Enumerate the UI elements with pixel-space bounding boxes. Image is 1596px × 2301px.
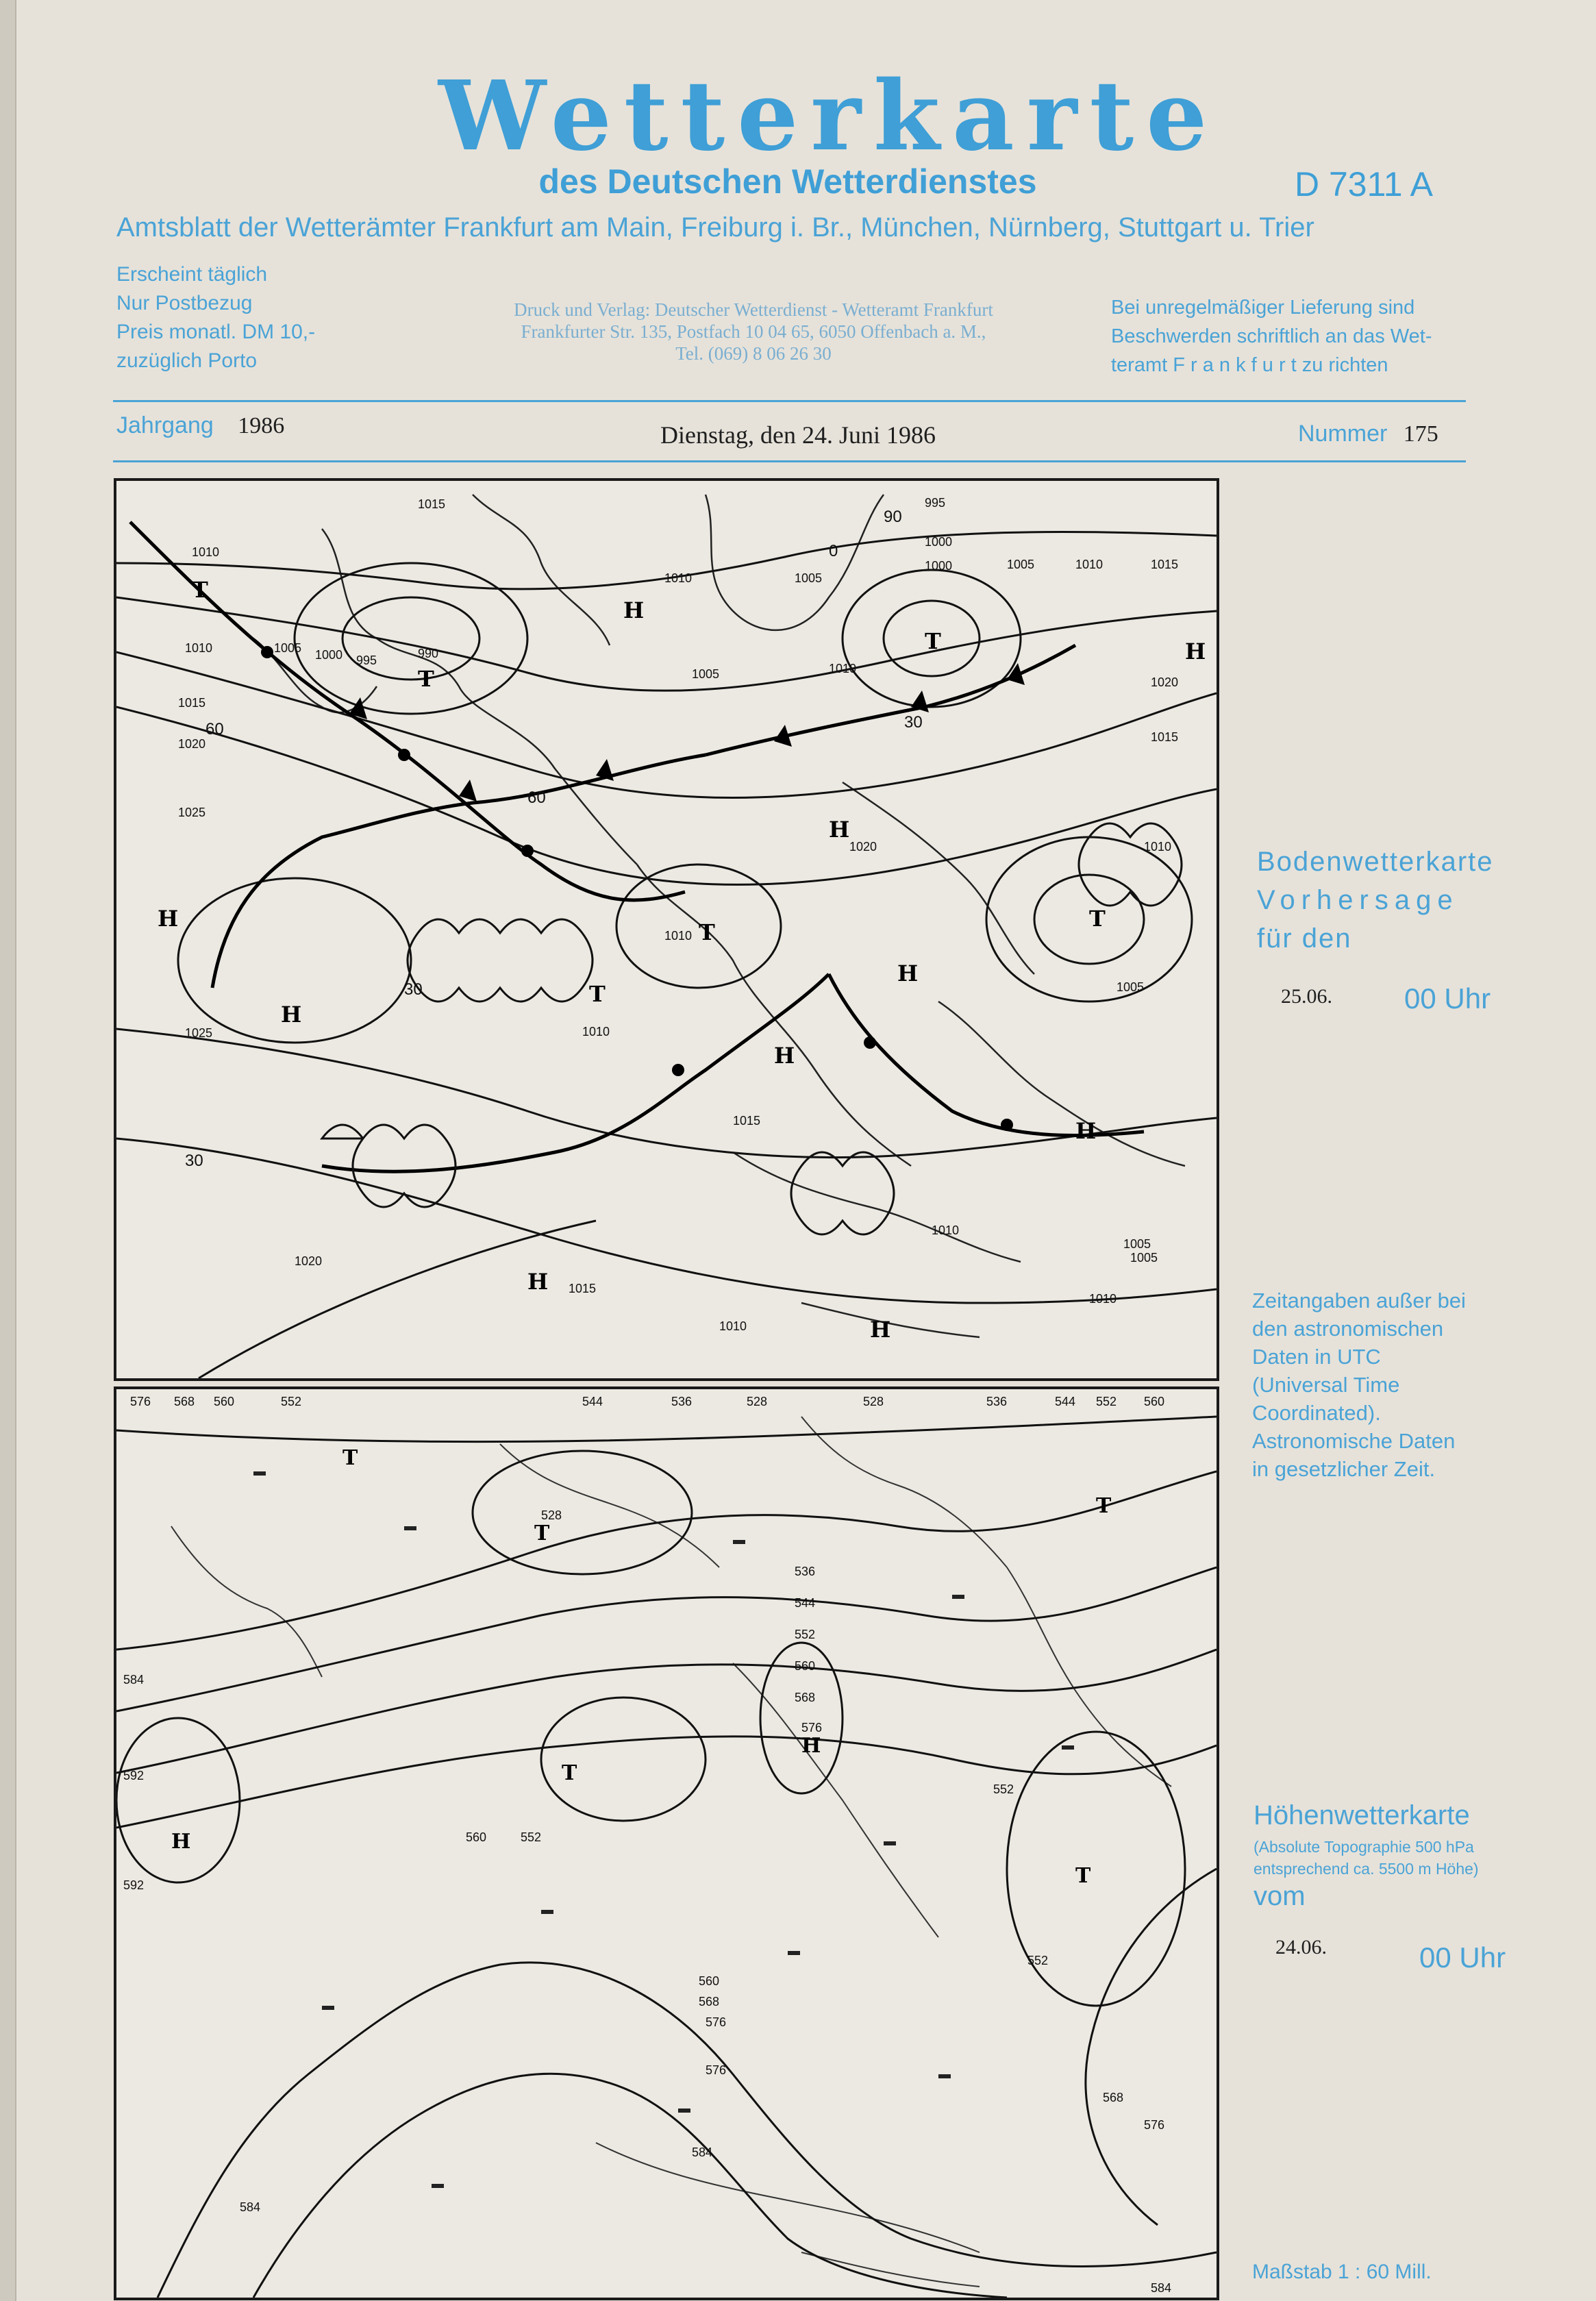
contour-label: 552 (795, 1628, 816, 1641)
isobar-label: 1010 (664, 571, 693, 585)
grid-label: 30 (904, 713, 923, 732)
high-pressure-label: H (1185, 638, 1206, 664)
isobar-label: 1000 (925, 559, 953, 573)
contour-label: 536 (671, 1395, 693, 1408)
isobar-label: 1010 (664, 929, 693, 943)
contour-label: 552 (1027, 1954, 1049, 1967)
high-pressure-label: H (527, 1269, 549, 1295)
isobar-label: 1010 (1089, 1292, 1117, 1306)
time-note-line: in gesetzlicher Zeit. (1252, 1457, 1436, 1481)
subscription-info (116, 260, 315, 375)
low-pressure-label: T (192, 577, 208, 603)
isobar-label: 1000 (925, 535, 953, 549)
high-pressure-label: H (897, 960, 919, 986)
high-pressure-label: H (623, 597, 645, 623)
contour-label: 560 (214, 1395, 235, 1408)
contour-label: 568 (174, 1395, 195, 1408)
map-scale: Maßstab 1 : 60 Mill. (1252, 2261, 1432, 2283)
isobar-label: 1005 (795, 571, 823, 585)
contour-label: 568 (795, 1691, 816, 1704)
time-note-line: Zeitangaben außer bei (1252, 1289, 1466, 1313)
number-label: Nummer (1298, 421, 1388, 447)
contour-label: 528 (863, 1395, 884, 1408)
isobar-label: 1015 (178, 696, 206, 710)
isobar-label: 1015 (569, 1282, 597, 1295)
isobar-label: 1010 (719, 1319, 747, 1333)
contour-label: 576 (706, 2063, 727, 2077)
number-value: 175 (1403, 421, 1438, 447)
upper-map-note (1254, 1836, 1479, 1880)
isobar-label: 1015 (733, 1114, 761, 1128)
header-rule-bottom (113, 460, 1466, 462)
isobar-label: 1010 (829, 662, 857, 675)
isobar-label: 1010 (1144, 840, 1172, 854)
complaint-line: teramt F r a n k f u r t zu richten (1111, 354, 1388, 376)
isobar-label: 1015 (1151, 558, 1179, 571)
time-note-line: Daten in UTC (1252, 1345, 1381, 1369)
newspaper-title: Wetterkarte (438, 60, 1220, 173)
contour-label: 568 (699, 1995, 720, 2008)
upper-map-drawing (116, 1389, 1217, 2298)
contour-label: 536 (986, 1395, 1008, 1408)
time-note-line: Astronomische Daten (1252, 1429, 1456, 1453)
isobar-label: 1015 (418, 497, 446, 511)
issue-date: Dienstag, den 24. Juni 1986 (660, 421, 936, 449)
low-pressure-label: T (1089, 906, 1106, 932)
contour-label: 576 (706, 2015, 727, 2029)
low-pressure-label: T (925, 628, 941, 654)
complaint-line: Beschwerden schriftlich an das Wet- (1111, 325, 1432, 347)
contour-label: 584 (1151, 2281, 1172, 2295)
contour-label: 544 (1055, 1395, 1076, 1408)
isobar-label: 1010 (932, 1223, 960, 1237)
isobar-label: 1020 (1151, 675, 1179, 689)
surface-map-for: für den (1257, 923, 1352, 954)
isobar-label: 1020 (849, 840, 877, 854)
isobar-label: 1000 (315, 648, 343, 662)
contour-label: 560 (1144, 1395, 1165, 1408)
isobar-label: 1010 (582, 1025, 610, 1038)
high-pressure-label: H (281, 1002, 302, 1028)
isobar-label: 1010 (1075, 558, 1104, 571)
subscription-line: zuzüglich Porto (116, 349, 258, 372)
upper-map-vom: vom (1254, 1881, 1306, 1911)
contour-label: 544 (582, 1395, 603, 1408)
high-pressure-label: H (158, 906, 179, 932)
high-pressure-label: H (1075, 1118, 1097, 1144)
high-pressure-label: H (829, 817, 850, 843)
contour-label: 544 (795, 1596, 816, 1610)
grid-label: 60 (527, 788, 546, 807)
issue-number (1298, 421, 1438, 447)
high-center-label: H (801, 1734, 821, 1758)
publisher-line: Druck und Verlag: Deutscher Wetterdienst - Wetteramt Frankfurt (514, 299, 993, 320)
low-center-label: T (1075, 1864, 1091, 1888)
official-gazette-line: Amtsblatt der Wetterämter Frankfurt am Main, Freiburg i. Br., München, Nürnberg, Stuttgart u. Trier (116, 212, 1314, 242)
surface-map-date: 25.06. (1281, 985, 1332, 1008)
complaint-line: Bei unregelmäßiger Lieferung sind (1111, 297, 1415, 319)
contour-label: 576 (130, 1395, 151, 1408)
surface-forecast-map (114, 478, 1219, 1381)
isobar-label: 990 (418, 647, 439, 660)
contour-label: 568 (1103, 2091, 1124, 2104)
time-note (1252, 1286, 1466, 1483)
contour-label: 576 (1144, 2118, 1165, 2132)
time-note-line: den astronomischen (1252, 1317, 1444, 1341)
surface-map-forecast: Vorhersage (1257, 885, 1459, 915)
surface-map-time: 00 Uhr (1404, 982, 1491, 1015)
complaint-info (1111, 293, 1432, 380)
isobar-label: 1005 (274, 641, 302, 655)
low-center-label: T (1096, 1494, 1112, 1518)
isobar-label: 1025 (178, 806, 206, 819)
postal-code: D 7311 A (1295, 165, 1434, 203)
surface-map-caption (1257, 843, 1494, 958)
isobar-label: 1005 (1123, 1237, 1151, 1251)
low-center-label: T (562, 1761, 577, 1785)
upper-map-note-line: (Absolute Topographie 500 hPa (1254, 1838, 1474, 1856)
volume-label: Jahrgang (116, 412, 214, 438)
contour-label: 560 (795, 1659, 816, 1673)
isobar-label: 1005 (1007, 558, 1035, 571)
subscription-line: Preis monatl. DM 10,- (116, 321, 316, 343)
contour-label: 584 (123, 1673, 145, 1687)
contour-label: 560 (466, 1830, 487, 1844)
grid-label: 90 (884, 508, 902, 526)
low-pressure-label: T (699, 919, 715, 945)
low-pressure-label: T (418, 666, 434, 692)
isobar-label: 995 (356, 654, 377, 667)
low-center-label: T (342, 1446, 358, 1470)
subscription-line: Nur Postbezug (116, 292, 253, 314)
upper-air-map (114, 1386, 1219, 2300)
grid-label: 0 (829, 542, 838, 560)
isobar-label: 995 (925, 496, 946, 510)
grid-label: 30 (185, 1152, 203, 1170)
upper-map-note-line: entsprechend ca. 5500 m Höhe) (1254, 1860, 1479, 1878)
publisher-info (425, 299, 1082, 364)
contour-label: 528 (541, 1508, 562, 1522)
surface-map-title: Bodenwetterkarte (1257, 847, 1494, 877)
grid-label: 60 (205, 720, 224, 738)
subscription-line: Erscheint täglich (116, 263, 268, 286)
page-binding-edge (0, 0, 16, 2301)
high-pressure-label: H (774, 1043, 795, 1069)
isobar-label: 1025 (185, 1026, 213, 1040)
isobar-label: 1015 (1151, 730, 1179, 744)
time-note-line: Coordinated). (1252, 1401, 1381, 1425)
upper-map-time: 00 Uhr (1419, 1941, 1506, 1974)
header-rule-top (113, 400, 1466, 402)
publisher-line: Frankfurter Str. 135, Postfach 10 04 65, 6050 Offenbach a. M., (521, 321, 986, 342)
surface-map-drawing (116, 481, 1217, 1378)
contour-label: 552 (1096, 1395, 1117, 1408)
isobar-label: 1010 (185, 641, 213, 655)
contour-label: 592 (123, 1769, 145, 1782)
volume-year: 1986 (238, 413, 285, 438)
contour-label: 552 (993, 1782, 1014, 1796)
contour-label: 536 (795, 1565, 816, 1578)
isobar-label: 1010 (192, 545, 220, 559)
low-pressure-label: T (589, 981, 606, 1007)
high-center-label: H (171, 1830, 191, 1854)
isobar-label: 1005 (1117, 980, 1145, 994)
contour-label: 552 (281, 1395, 302, 1408)
newspaper-subtitle: des Deutschen Wetterdienstes (538, 162, 1037, 201)
time-note-line: (Universal Time (1252, 1373, 1400, 1397)
upper-map-title: Höhenwetterkarte (1254, 1800, 1470, 1830)
isobar-label: 1005 (692, 667, 720, 681)
low-center-label: T (534, 1521, 550, 1545)
contour-label: 552 (521, 1830, 542, 1844)
contour-label: 576 (801, 1721, 823, 1734)
contour-label: 560 (699, 1974, 720, 1988)
contour-label: 592 (123, 1878, 145, 1892)
grid-label: 30 (404, 980, 423, 999)
high-pressure-label: H (870, 1317, 891, 1343)
isobar-label: 1020 (295, 1254, 323, 1268)
isobar-label: 1020 (178, 737, 206, 751)
contour-label: 584 (240, 2200, 261, 2214)
publisher-line: Tel. (069) 8 06 26 30 (675, 343, 832, 364)
contour-label: 528 (747, 1395, 768, 1408)
contour-label: 584 (692, 2145, 713, 2159)
upper-map-date: 24.06. (1275, 1936, 1327, 1958)
isobar-label: 1005 (1130, 1251, 1158, 1265)
